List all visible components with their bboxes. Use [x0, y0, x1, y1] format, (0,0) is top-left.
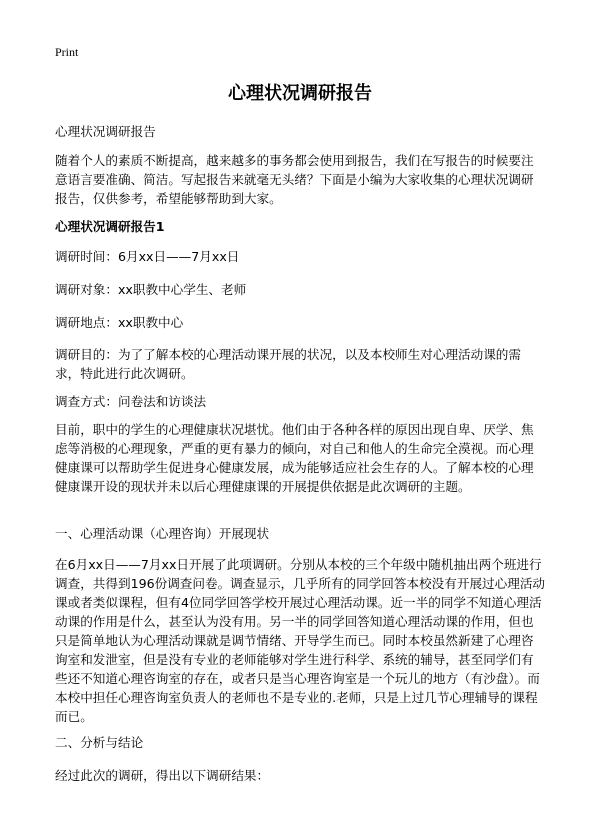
research-method: 调查方式：问卷法和访谈法: [55, 394, 207, 409]
research-target: 调研对象：xx职教中心学生、老师: [55, 282, 247, 297]
intro-paragraph: 随着个人的素质不断提高，越来越多的事务都会使用到报告，我们在写报告的时候要注意语言要准确、简洁。写起报告来就毫无头绪？下面是小编为大家收集的心理状况调研报告，仅供参考，希望能够帮助到大家。: [55, 153, 534, 206]
research-place: 调研地点：xx职教中心: [55, 315, 184, 330]
document-subtitle: 心理状况调研报告: [55, 124, 156, 139]
research-purpose: 调研目的：为了了解本校的心理活动课开展的状况，以及本校师生对心理活动课的需求，特此进行此次调研。: [55, 347, 521, 381]
section2-heading: 二、分析与结论: [55, 735, 144, 750]
document-title: 心理状况调研报告: [228, 83, 372, 104]
research-time: 调研时间：6月xx日——7月xx日: [55, 249, 240, 264]
section1-paragraph: 在6月xx日——7月xx日开展了此项调研。分别从本校的三个年级中随机抽出两个班进行调查，共得到196份调查问卷。调查显示，几乎所有的同学回答本校没有开展过心理活动课或者类似课程，但有4位同学回答学校开展过心理活动课。近一半的同学不知道心理活动课的作用是什么，甚至认为没有用。另一半的同学回答知道心理活动课的作用，但也只是简单地认为心理活动课就是调节情绪、开导学生而已。同时本校虽然新建了心理咨询室和发泄室，但是没有专业的老师能够对学生进行科学、系统的辅导，甚至同学们有些还不知道心理咨询室的存在，或者只是当心理咨询室是一个玩儿的地方（有沙盘）。而本校中担任心理咨询室负责人的老师也不是专业的.老师，只是上过几节心理辅导的课程而已。: [55, 557, 546, 724]
print-label: Print: [55, 45, 79, 59]
report-heading: 心理状况调研报告1: [55, 219, 165, 234]
section1-heading: 一、心理活动课（心理咨询）开展现状: [55, 526, 270, 541]
background-paragraph: 目前，职中的学生的心理健康状况堪忧。他们由于各种各样的原因出现自卑、厌学、焦虑等消极的心理现象，严重的更有暴力的倾向，对自己和他人的生命完全漠视。而心理健康课可以帮助学生促进身心健康发展，成为能够适应社会生存的人。了解本校的心理健康课开设的现状并未以后心理健康课的开展提供依据是此次调研的主题。: [55, 422, 534, 494]
conclusion-intro: 经过此次的调研，得出以下调研结果：: [55, 768, 270, 783]
